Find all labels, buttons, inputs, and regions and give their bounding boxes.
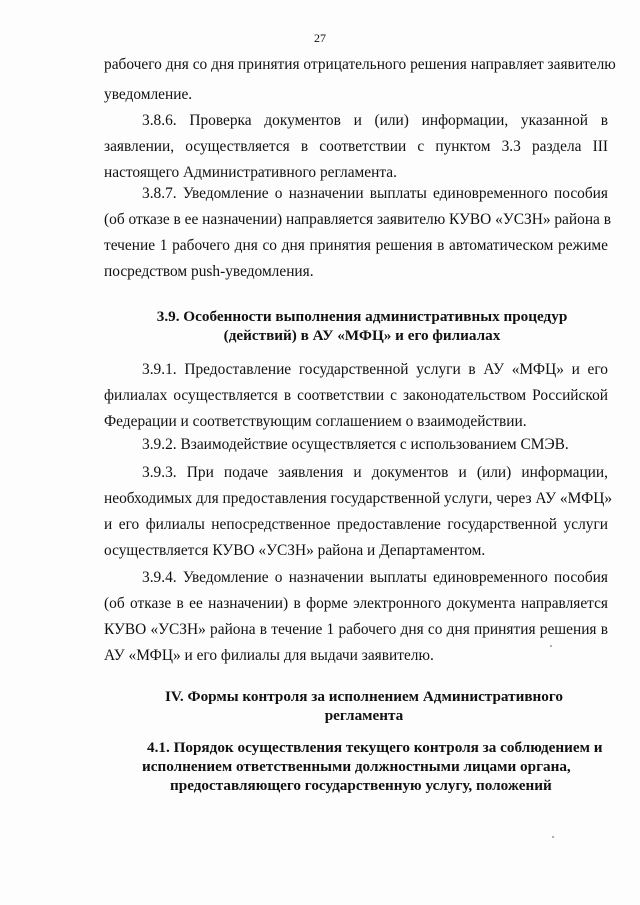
paragraph-line: и его филиалы непосредственное предоставление государственной услуги	[104, 516, 608, 533]
paragraph-line: посредством push-уведомления.	[104, 263, 314, 280]
paragraph-line: уведомление.	[104, 86, 193, 103]
paragraph-line: 3.8.6. Проверка документов и (или) информации, указанной в	[142, 112, 608, 129]
paragraph-line: настоящего Административного регламента.	[104, 164, 397, 181]
paragraph-line: (об отказе в ее назначении) в форме электронного документа направляется	[104, 595, 608, 612]
paragraph-line: 3.9.4. Уведомление о назначении выплаты единовременного пособия	[142, 569, 608, 586]
page-number: 27	[314, 31, 326, 45]
chapter-heading: IV. Формы контроля за исполнением Административного	[165, 688, 563, 705]
subsection-heading: 4.1. Порядок осуществления текущего контроля за соблюдением и	[147, 739, 603, 756]
paragraph-line: 3.8.7. Уведомление о назначении выплаты единовременного пособия	[142, 185, 608, 202]
paragraph-line: осуществляется КУВО «УСЗН» района и Департаментом.	[104, 542, 486, 559]
section-heading: (действий) в АУ «МФЦ» и его филиалах	[223, 327, 501, 344]
paragraph-line: АУ «МФЦ» и его филиалы для выдачи заявителю.	[104, 647, 434, 664]
chapter-heading: регламента	[324, 707, 404, 724]
subsection-heading: исполнением ответственными должностными лицами органа,	[142, 758, 571, 775]
section-heading: 3.9. Особенности выполнения административных процедур	[156, 308, 568, 325]
scan-speck	[550, 645, 552, 647]
paragraph-line: 3.9.1. Предоставление государственной услуги в АУ «МФЦ» и его	[142, 361, 608, 378]
paragraph-line: Федерации и соответствующим соглашением о взаимодействии.	[104, 413, 527, 430]
scan-speck	[552, 836, 554, 838]
paragraph-line: рабочего дня со дня принятия отрицательного решения направляет заявителю	[104, 56, 616, 73]
paragraph-line: заявлении, осуществляется в соответствии с пунктом 3.3 раздела III	[104, 138, 608, 155]
subsection-heading: предоставляющего государственную услугу, положений	[170, 777, 552, 794]
paragraph-line: течение 1 рабочего дня со дня принятия решения в автоматическом режиме	[104, 237, 608, 254]
paragraph-line: КУВО «УСЗН» района в течение 1 рабочего дня со дня принятия решения в	[104, 621, 608, 638]
paragraph-line: (об отказе в ее назначении) направляется заявителю КУВО «УСЗН» района в	[104, 211, 612, 228]
paragraph-line: филиалах осуществляется в соответствии с законодательством Российской	[104, 387, 608, 404]
paragraph-line: необходимых для предоставления государственной услуги, через АУ «МФЦ»	[104, 490, 613, 507]
paragraph-line: 3.9.3. При подаче заявления и документов и (или) информации,	[142, 464, 608, 481]
paragraph-line: 3.9.2. Взаимодействие осуществляется с использованием СМЭВ.	[142, 436, 569, 453]
